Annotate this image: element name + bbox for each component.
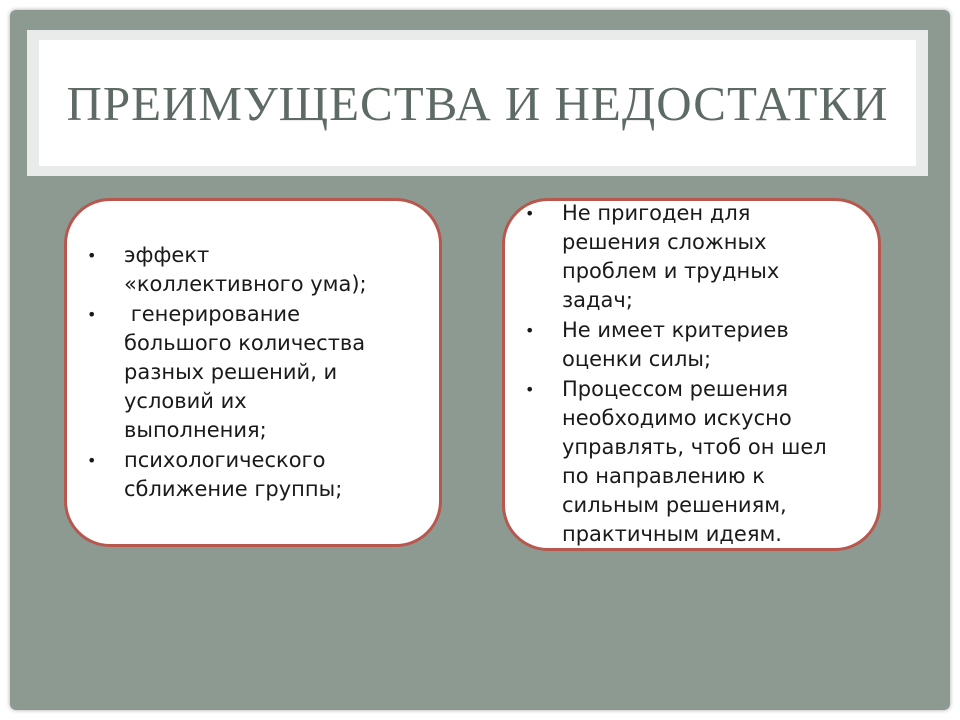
disadvantage-text: Не пригоден для решения сложных проблем и трудных задач;: [562, 201, 780, 312]
slide-title: ПРЕИМУЩЕСТВА И НЕДОСТАТКИ: [66, 75, 889, 131]
disadvantage-text: Не имеет критериев оценки силы;: [562, 318, 789, 371]
bullet-icon: •: [87, 450, 97, 470]
list-item: [87, 300, 394, 445]
list-item: [525, 375, 847, 549]
advantages-card: [64, 198, 442, 547]
disadvantages-list: [525, 199, 847, 550]
disadvantages-card: [502, 198, 881, 551]
disadvantage-text: Процессом решения необходимо искусно управлять, чтоб он шел по направлению к сильным решениям, практичным идеям.: [562, 377, 827, 546]
advantage-text: эффект «коллективного ума);: [124, 242, 367, 296]
bullet-icon: •: [525, 204, 535, 223]
title-box: [39, 40, 916, 166]
advantage-text: психологического сближение группы;: [124, 447, 343, 501]
list-item: [525, 199, 847, 315]
advantages-list: [87, 241, 394, 505]
list-item: [87, 446, 394, 504]
list-item: [525, 316, 847, 374]
slide: [10, 10, 950, 710]
title-band: [27, 30, 928, 176]
bullet-icon: •: [87, 304, 97, 324]
list-item: [87, 241, 394, 299]
bullet-icon: •: [525, 321, 535, 340]
bullet-icon: •: [87, 245, 97, 265]
bullet-icon: •: [525, 380, 535, 399]
advantage-text: генерирование большого количества разных решений, и условий их выполнения;: [124, 301, 372, 442]
